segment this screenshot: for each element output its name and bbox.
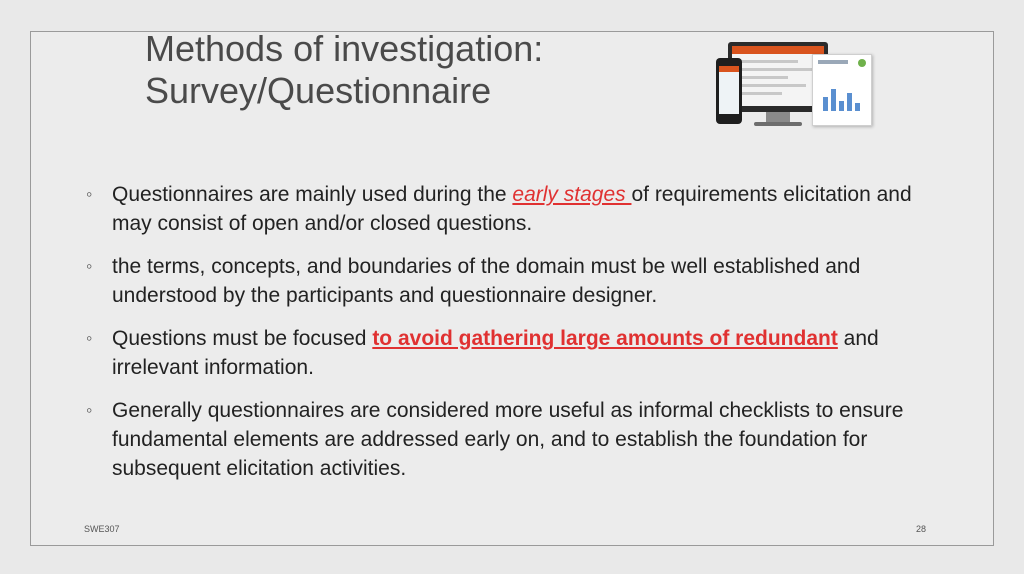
title-line-2: Survey/Questionnaire bbox=[145, 70, 492, 111]
highlight-avoid-redundant: to avoid gathering large amounts of redundant bbox=[372, 327, 838, 350]
bullet-item: ◦ the terms, concepts, and boundaries of the domain must be well established and understood by the participants and questionnaire designer. bbox=[82, 252, 942, 310]
highlight-early-stages: early stages bbox=[512, 183, 632, 206]
report-card-icon bbox=[812, 54, 872, 126]
bullet-list bbox=[82, 180, 942, 497]
title-line-1: Methods of investigation: bbox=[145, 28, 544, 69]
page-number: 28 bbox=[916, 524, 927, 534]
survey-devices-icon bbox=[716, 40, 874, 130]
bullet-item: ◦ Questionnaires are mainly used during the early stages of requirements elicitation and may consist of open and/or closed questions. bbox=[82, 180, 942, 238]
phone-icon bbox=[716, 58, 742, 124]
slide-title bbox=[145, 28, 705, 112]
bullet-item: ◦ Generally questionnaires are considered more useful as informal checklists to ensure fundamental elements are addressed early on, and to establish the foundation for subsequent elicitation activities. bbox=[82, 396, 942, 483]
bullet-item: ◦ Questions must be focused to avoid gathering large amounts of redundant and irrelevant information. bbox=[82, 324, 942, 382]
footer-course: SWE307 bbox=[84, 524, 120, 534]
